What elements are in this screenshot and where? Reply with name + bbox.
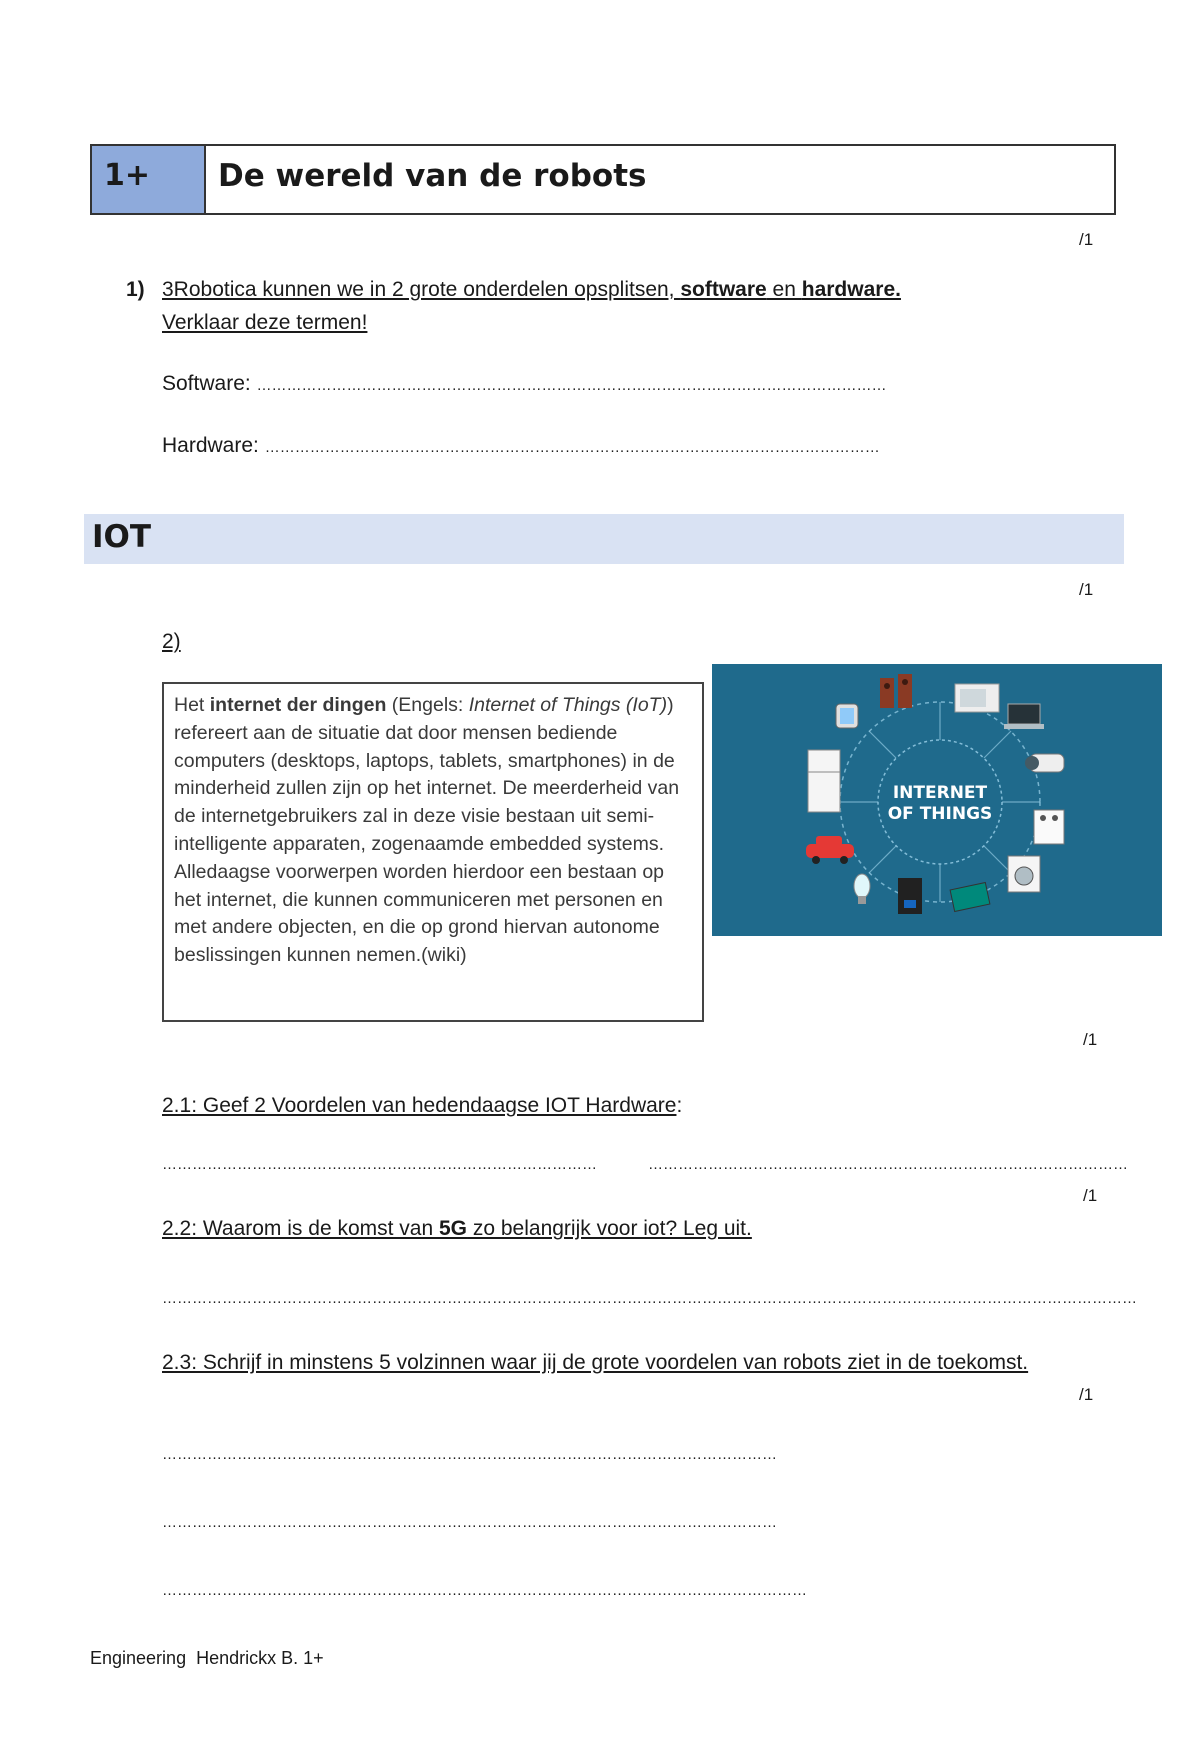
q21-question xyxy=(162,1094,682,1118)
q21-label: 2.1: Geef 2 Voordelen van hedendaagse IOT Hardware xyxy=(162,1094,677,1117)
microwave-icon xyxy=(955,684,999,712)
title-table xyxy=(90,144,1116,215)
image-text-things: OF THINGS xyxy=(887,804,993,824)
iot-image xyxy=(712,664,1162,936)
laptop-icon xyxy=(1004,704,1044,729)
page-title: De wereld van de robots xyxy=(218,158,647,194)
q2-number: 2) xyxy=(162,630,181,653)
q23-question: 2.3: Schrijf in minstens 5 volzinnen waar jij de grote voordelen van robots ziet in de toekomst. xyxy=(162,1351,1029,1374)
q1-text-b: en xyxy=(766,278,802,301)
q22-score: /1 xyxy=(1083,1186,1098,1205)
quote-part-1: Het xyxy=(174,694,210,716)
q23-answer-line-3[interactable]: ………………………………………………………………………………………………………………… xyxy=(162,1582,807,1599)
quote-term: internet der dingen xyxy=(209,694,387,716)
section-title: IOT xyxy=(92,519,152,555)
hardware-dots: …………………………………………………………………………………………………………… xyxy=(264,439,880,456)
page-footer: Engineering Hendrickx B. 1+ xyxy=(90,1648,324,1668)
q1-software-term: software xyxy=(680,278,767,301)
q22-question xyxy=(162,1217,752,1241)
q22-answer-line[interactable]: …………………………………………………………………………………………………………………………………………………………………………… xyxy=(162,1290,1137,1307)
q21-colon: : xyxy=(676,1094,683,1117)
software-label: Software: xyxy=(162,372,257,395)
q1-hardware-term: hardware. xyxy=(801,278,901,301)
q22-label-b: zo belangrijk voor iot? Leg uit. xyxy=(467,1217,752,1240)
iot-definition-box xyxy=(162,682,704,1022)
q21-answer-left[interactable]: …………………………………………………………………………… xyxy=(162,1156,597,1173)
q23-answer-line-1[interactable]: …………………………………………………………………………………………………………… xyxy=(162,1446,777,1463)
q21-score: /1 xyxy=(1083,1030,1098,1049)
hardware-answer-line[interactable] xyxy=(162,434,880,458)
coffee-machine-icon xyxy=(898,878,922,914)
q1-text-a: 3Robotica kunnen we in 2 grote onderdelen opsplitsen, xyxy=(162,278,681,301)
q22-5g: 5G xyxy=(439,1217,468,1240)
iot-definition-text xyxy=(174,692,692,970)
q22-label-a: 2.2: Waarom is de komst van xyxy=(162,1217,439,1240)
software-dots: ……………………………………………………………………………………………………………… xyxy=(256,377,887,394)
quote-part-2: (Engels: xyxy=(386,694,469,716)
image-text-internet: INTERNET xyxy=(892,783,988,803)
q23-answer-line-2[interactable]: …………………………………………………………………………………………………………… xyxy=(162,1514,777,1531)
software-answer-line[interactable] xyxy=(162,372,887,396)
section-band xyxy=(84,514,1124,564)
washing-machine-icon xyxy=(1008,856,1040,892)
smartwatch-icon xyxy=(836,704,858,728)
hardware-label: Hardware: xyxy=(162,434,265,457)
iot-illustration xyxy=(712,664,1162,936)
camera-icon xyxy=(1025,754,1064,772)
q1-instruction: Verklaar deze termen! xyxy=(162,311,368,334)
q1-question xyxy=(162,278,901,302)
q23-score: /1 xyxy=(1079,1385,1094,1404)
quote-english-term: Internet of Things (IoT) xyxy=(468,694,668,716)
stove-icon xyxy=(1034,810,1064,844)
quote-part-3: ) refereert aan de situatie dat door mensen bediende computers (desktops, laptops, tablets, smartphones) in de minderheid zullen zijn op het internet. De meerderheid van de internetgebruikers zal in deze visie bestaan uit semi-intelligente apparaten, zogenaamde embedded systems. Alledaagse voorwerpen worden hierdoor een bestaan op het internet, die kunnen communiceren met personen en met andere objecten, en die op grond hiervan autonome beslissingen kunnen nemen.(wiki) xyxy=(174,694,680,967)
q1-number: 1) xyxy=(126,278,145,301)
q1-score: /1 xyxy=(1079,230,1094,249)
section-score: /1 xyxy=(1079,580,1094,599)
fridge-icon xyxy=(808,750,840,812)
lesson-number: 1+ xyxy=(92,146,206,213)
q21-answer-right[interactable]: …………………………………………………………………………………… xyxy=(648,1156,1128,1173)
